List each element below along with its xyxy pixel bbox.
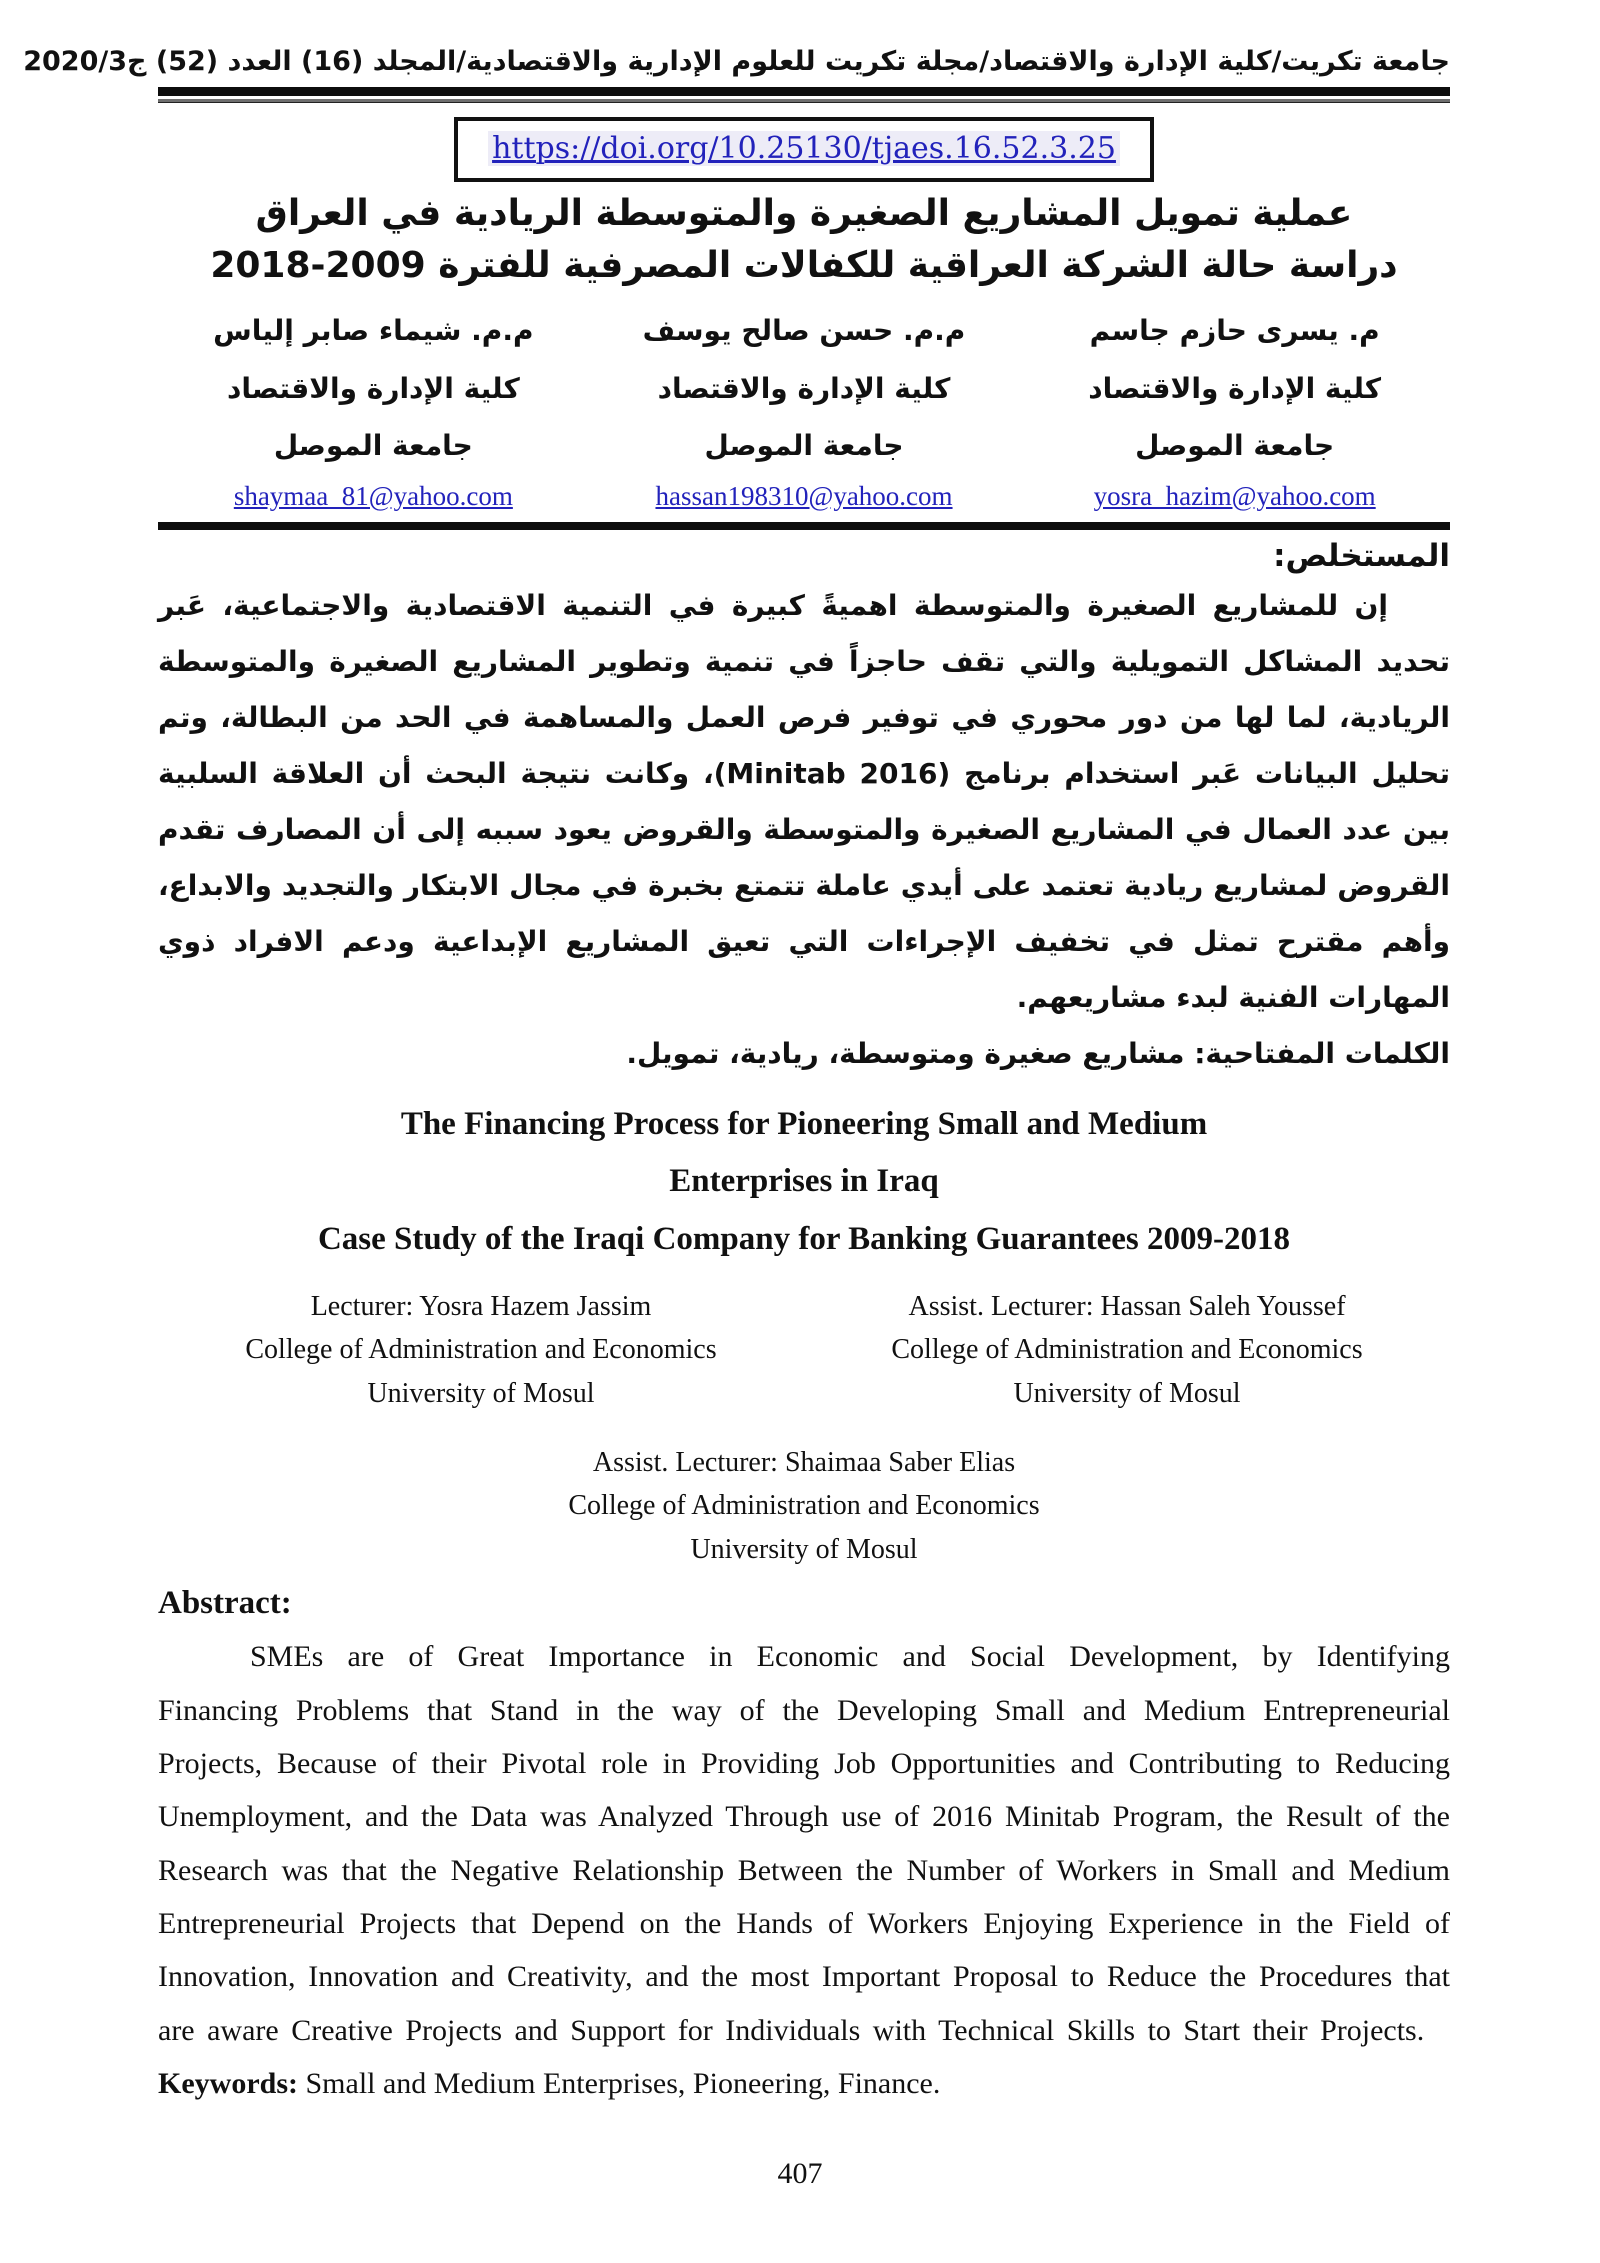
author-university: جامعة الموصل [704, 429, 904, 463]
author-name: م.م. شيماء صابر إلياس [213, 314, 534, 348]
author-column-en-hassan [804, 1285, 1450, 1415]
arabic-authors [158, 302, 1450, 511]
english-authors-row [158, 1285, 1450, 1415]
section-divider-rule [158, 522, 1450, 530]
email-link-hassan[interactable]: hassan198310@yahoo.com [655, 480, 953, 511]
author-column-en-yosra [158, 1285, 804, 1415]
arabic-keywords-text: مشاريع صغيرة ومتوسطة، ريادية، تمويل. [626, 1036, 1195, 1070]
english-keywords-label: Keywords: [158, 2067, 298, 2101]
author-email-wrap [589, 481, 1020, 512]
author-college: College of Administration and Economics [245, 1334, 717, 1366]
english-title-line1: The Financing Process for Pioneering Small and Medium [400, 1105, 1208, 1142]
author-college: كلية الإدارة والاقتصاد [657, 371, 951, 405]
arabic-title-line1: عملية تمويل المشاريع الصغيرة والمتوسطة الريادية في العراق [255, 193, 1353, 234]
author-university: جامعة الموصل [1135, 429, 1335, 463]
author-university: University of Mosul [690, 1533, 918, 1565]
email-link-shaimaa[interactable]: shaymaa_81@yahoo.com [233, 480, 513, 511]
journal-header-line: جامعة تكريت/كلية الإدارة والاقتصاد/مجلة تكريت للعلوم الإدارية والاقتصادية/المجلد (16) العدد (52) ج2020/3 [23, 46, 1450, 77]
arabic-title [158, 188, 1450, 292]
author-college: كلية الإدارة والاقتصاد [226, 371, 520, 405]
author-name: Lecturer: Yosra Hazem Jassim [310, 1290, 652, 1322]
author-university: University of Mosul [1013, 1377, 1241, 1409]
author-center-en-shaimaa [158, 1441, 1450, 1571]
author-name: م.م. حسن صالح يوسف [642, 314, 966, 348]
arabic-title-line2: دراسة حالة الشركة العراقية للكفالات المصرفية للفترة 2009‏-‏2018 [210, 245, 1398, 287]
doi-box [454, 117, 1154, 182]
doi-section [158, 117, 1450, 182]
english-title-line2: Enterprises in Iraq [669, 1163, 939, 1200]
english-abstract-heading: Abstract: [158, 1585, 292, 1622]
english-title-line3: Case Study of the Iraqi Company for Banking Guarantees 2009-2018 [317, 1221, 1291, 1258]
author-column-shaimaa [158, 302, 589, 511]
arabic-abstract-text: إن للمشاريع الصغيرة والمتوسطة اهميةً كبيرة في التنمية الاقتصادية والاجتماعية، عَبر تحديد المشاكل التمويلية والتي تقف حاجزاً في تنمية وتطوير المشاريع الصغيرة والمتوسطة الريادية، لما لها من دور محوري في توفير فرص العمل والمساهمة في الحد من البطالة، وتم تحليل البيانات عَبر استخدام برنامج (Minitab 2016)، وكانت نتيجة البحث أن العلاقة السلبية بين عدد العمال في المشاريع الصغيرة والمتوسطة والقروض يعود سببه إلى أن المصارف تقدم القروض لمشاريع ريادية تعتمد على أيدي عاملة تتمتع بخبرة في مجال الابتكار والتجديد والابداع، وأهم مقترح تمثل في تخفيف الإجراءات التي تعيق المشاريع الإبداعية ودعم الافراد ذوي المهارات الفنية لبدء مشاريعهم. [158, 588, 1450, 1014]
arabic-keywords-line [158, 1026, 1450, 1082]
author-column-yosra [1019, 302, 1450, 511]
english-keywords-text: Small and Medium Enterprises, Pioneering, Finance. [297, 2067, 941, 2101]
english-title [158, 1096, 1450, 1269]
author-email-wrap [1019, 481, 1450, 512]
doi-link[interactable]: https://doi.org/10.25130/tjaes.16.52.3.25 [488, 131, 1120, 166]
author-college: College of Administration and Economics [891, 1334, 1363, 1366]
author-name: Assist. Lecturer: Shaimaa Saber Elias [592, 1446, 1016, 1478]
author-university: جامعة الموصل [273, 429, 473, 463]
english-abstract-text: SMEs are of Great Importance in Economic and Social Development, by Identifying Financing Problems that Stand in the way of the Developing Small and Medium Entrepreneurial Projects, Because of their Pivotal role in Providing Job Opportunities and Contributing to Reducing Unemployment, and the Data was Analyzed Through use of 2016 Minitab Program, the Result of the Research was that the Negative Relationship Between the Number of Workers in Small and Medium Entrepreneurial Projects that Depend on the Hands of Workers Enjoying Experience in the Field of Innovation, Innovation and Creativity, and the most Important Proposal to Reduce the Procedures that are aware Creative Projects and Support for Individuals with Technical Skills to Start their Projects. [158, 1640, 1450, 2047]
author-name: Assist. Lecturer: Hassan Saleh Youssef [908, 1290, 1346, 1322]
author-email-wrap [158, 481, 589, 512]
author-college: College of Administration and Economics [568, 1490, 1040, 1522]
arabic-abstract-heading: المستخلص: [1273, 537, 1450, 574]
arabic-keywords-label: الكلمات المفتاحية: [1194, 1036, 1450, 1070]
author-column-hassan [589, 302, 1020, 511]
header-rule-thick [158, 87, 1450, 96]
header-rule-thin [158, 99, 1450, 103]
author-name: م. يسرى حازم جاسم [1089, 314, 1380, 348]
email-link-yosra[interactable]: yosra_hazim@yahoo.com [1093, 480, 1376, 511]
page-number: 407 [777, 2157, 823, 2190]
english-keywords-line [158, 2057, 1450, 2110]
author-college: كلية الإدارة والاقتصاد [1088, 371, 1382, 405]
author-university: University of Mosul [367, 1377, 595, 1409]
